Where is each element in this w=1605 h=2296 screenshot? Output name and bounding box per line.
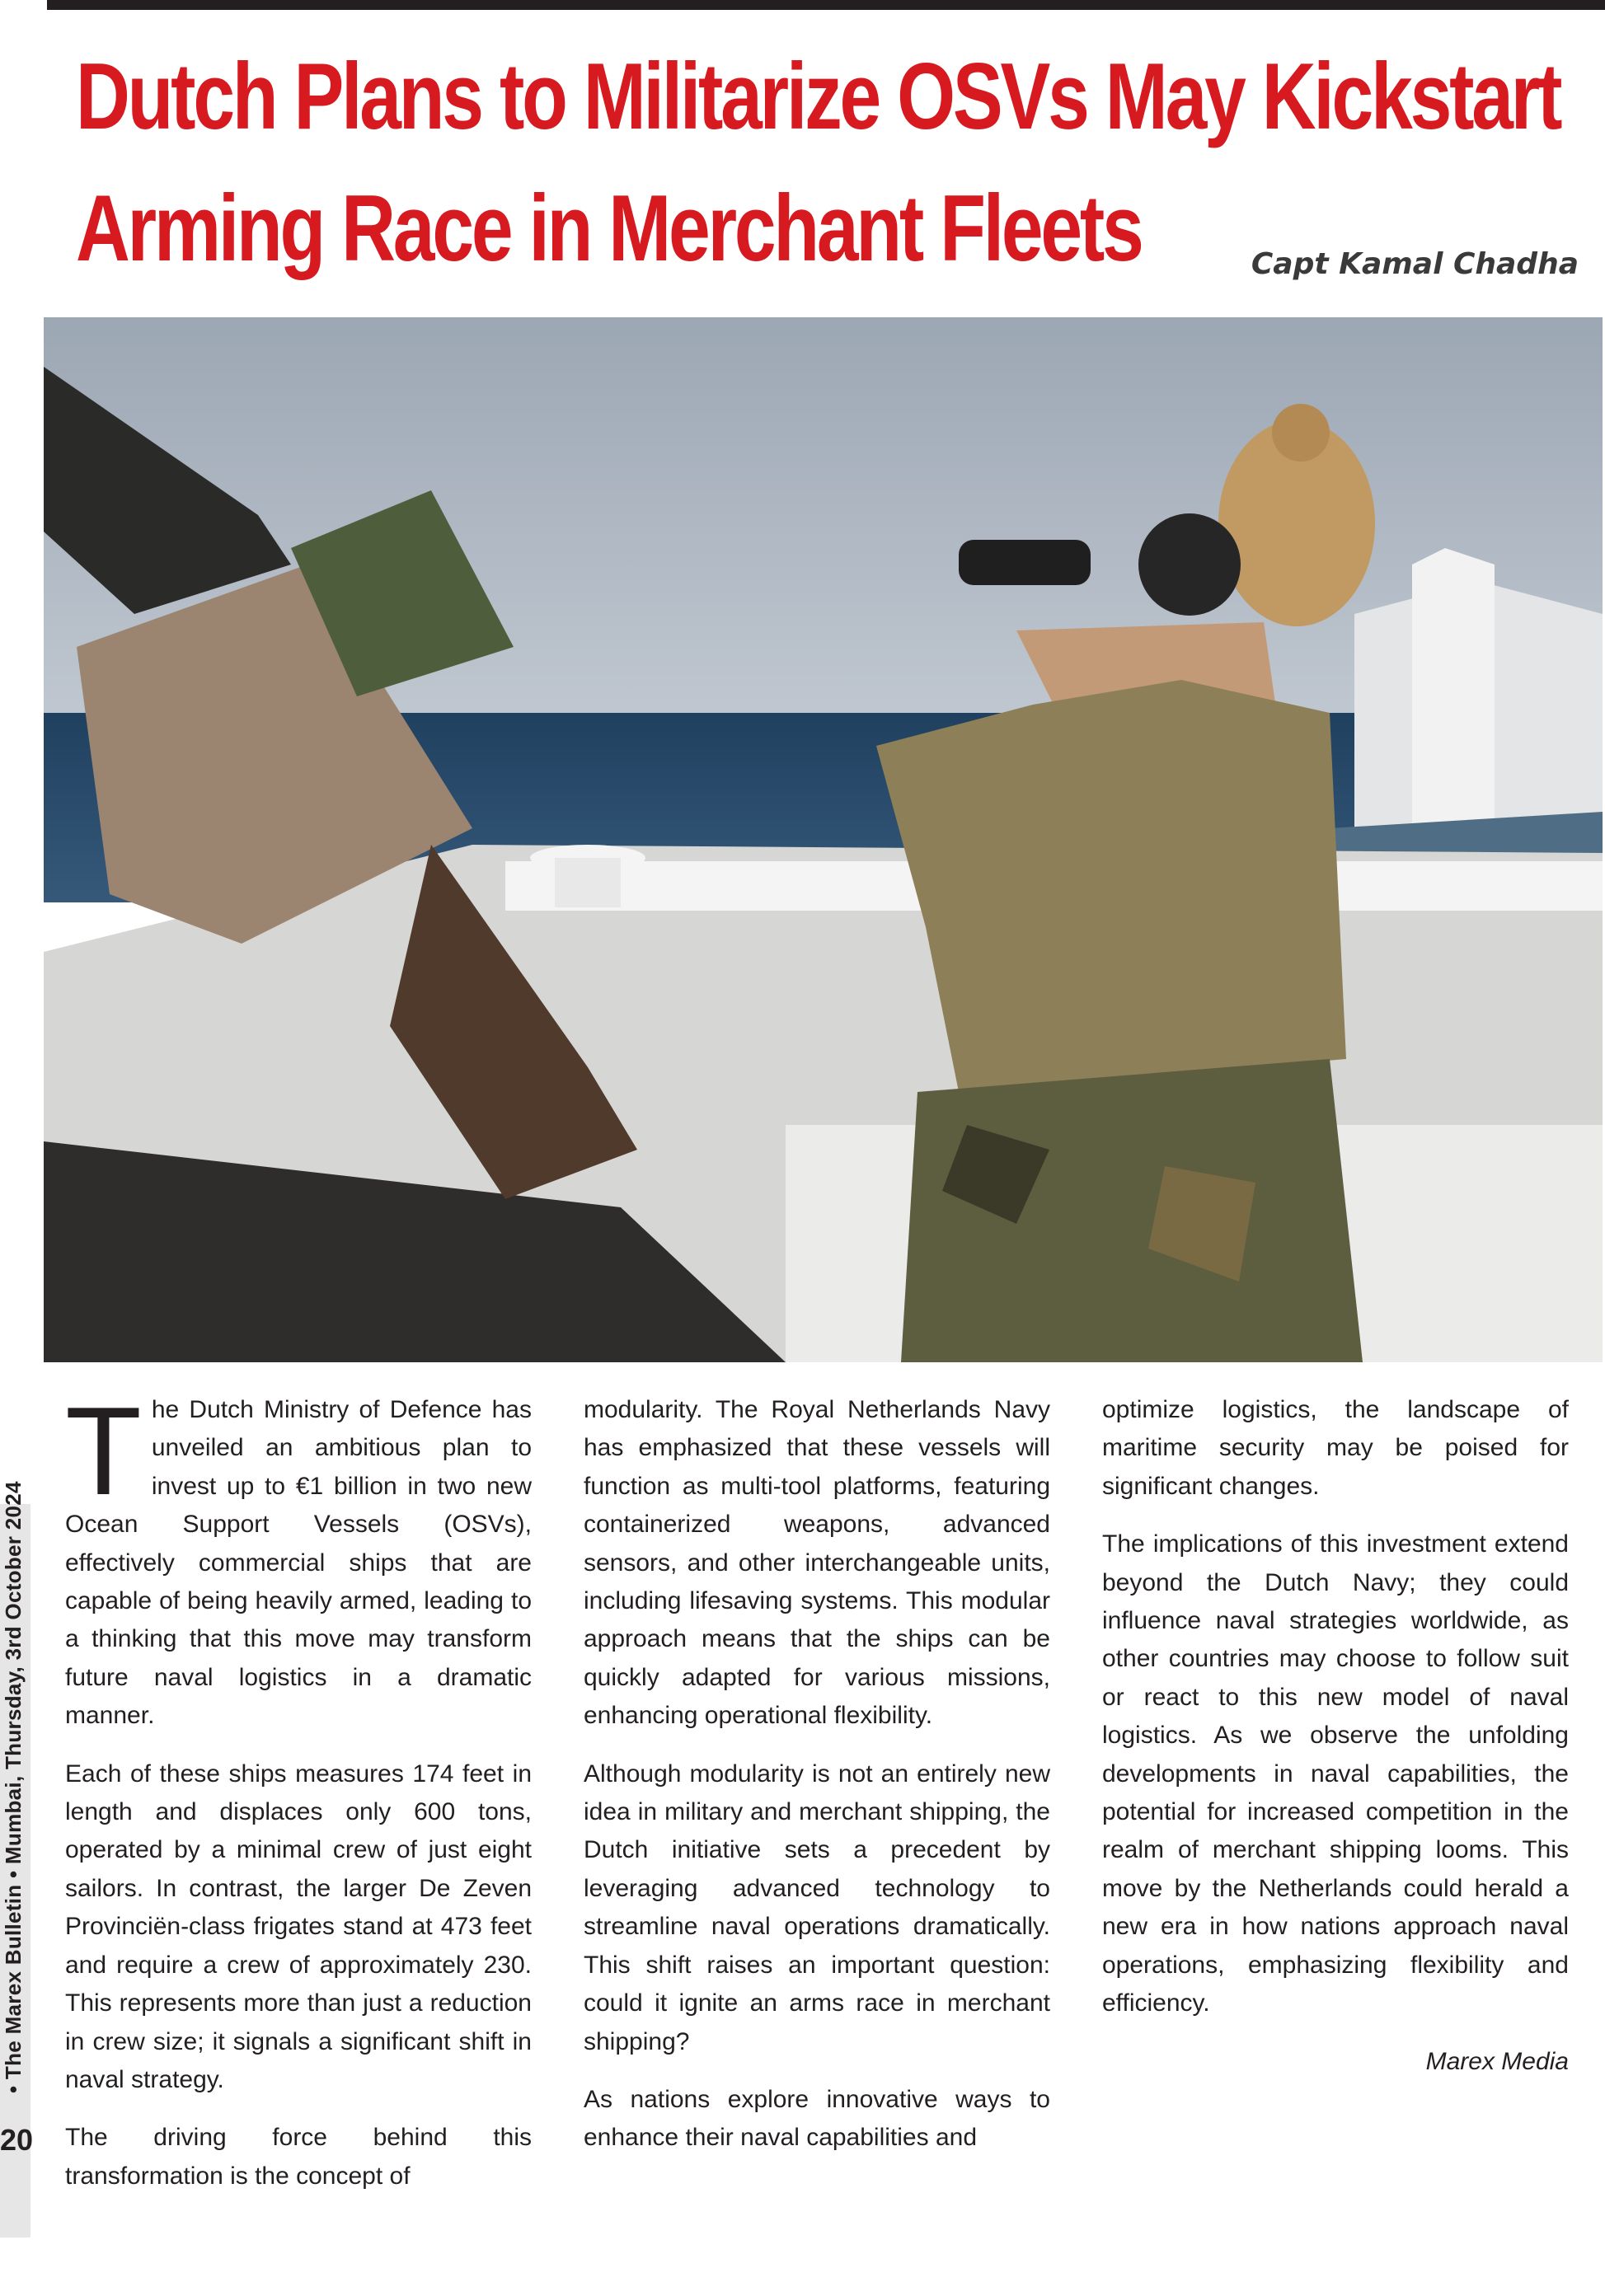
- article-column-1: [65, 1381, 532, 2215]
- paragraph: As nations explore innovative ways to enhance their naval capabilities and: [584, 2085, 1050, 2152]
- article-photo: [44, 317, 1603, 1362]
- paragraph: The implications of this investment extend beyond the Dutch Navy; they could influence naval strategies worldwide, as other countries may choose to follow suit or react to this new model of naval logistics. As we observe the unfolding developments in naval capabilities, the potential for increased competition in the realm of merchant shipping looms. This move by the Netherlands could herald a new era in how nations approach naval operations, emphasizing flexibility and efficiency.: [1102, 1530, 1569, 2017]
- running-head: • The Marex Bulletin • Mumbai, Thursday, 3rd October 2024: [1, 1481, 26, 2093]
- paragraph: Each of these ships measures 174 feet in length and displaces only 600 tons, operated by a minimal crew of just eight sailors. In contrast, the larger De Zeven Provinciën-class frigates stand at 473 feet and require a crew of approximately 230. This represents more than just a reduction in crew size; it signals a significant shift in naval strategy.: [65, 1759, 532, 2093]
- paragraph: The driving force behind this transformation is the concept of: [65, 2124, 532, 2190]
- source-credit: Marex Media: [1425, 2047, 1569, 2075]
- paragraph: optimize logistics, the landscape of maritime security may be poised for significant changes.: [1102, 1396, 1569, 1500]
- page-number: 20: [0, 2118, 31, 2162]
- paragraph-text: he Dutch Ministry of Defence has unveiled an ambitious plan to invest up to €1 billion in two new Ocean Support Vessels (OSVs), effectively commercial ships that are capable of being heavily armed, leading to a thinking that this move may transform future naval logistics in a dramatic manner.: [65, 1396, 532, 1730]
- paragraph: [65, 1381, 532, 1736]
- headline-line-2: Arming Race in Merchant Fleets: [76, 176, 1142, 281]
- article-column-2: [584, 1391, 1050, 2177]
- article-column-3: [1102, 1391, 1569, 2081]
- top-rule: [47, 0, 1605, 10]
- paragraph: Although modularity is not an entirely new idea in military and merchant shipping, the Dutch initiative sets a precedent by leveraging advanced technology to streamline naval operations dramatically. This shift raises an important question: could it ignite an arms race in merchant shipping?: [584, 1759, 1050, 2055]
- drop-cap: T: [65, 1381, 142, 1521]
- paragraph: modularity. The Royal Netherlands Navy has emphasized that these vessels will function as multi-tool platforms, featuring containerized weapons, advanced sensors, and other interchangeable units, including lifesaving systems. This modular approach means that the ships can be quickly adapted for various missions, enhancing operational flexibility.: [584, 1396, 1050, 1730]
- author-byline: Capt Kamal Chadha: [1251, 247, 1579, 281]
- headline-line-1: Dutch Plans to Militarize OSVs May Kickstart: [76, 45, 1560, 149]
